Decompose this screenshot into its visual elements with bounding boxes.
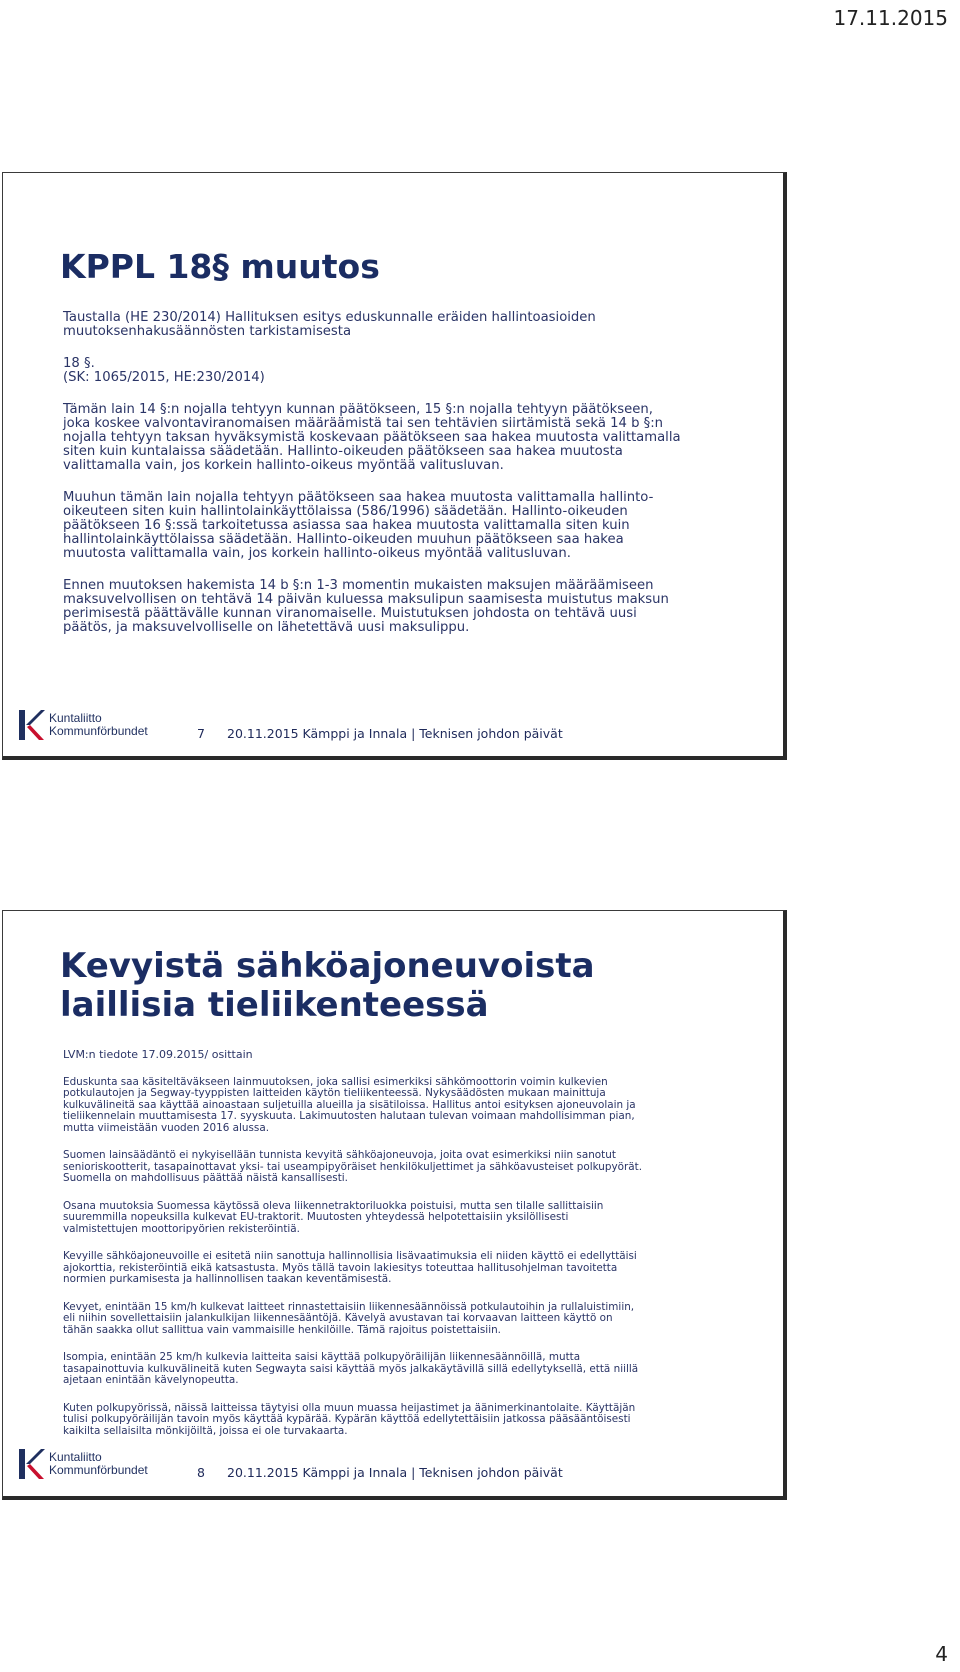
paragraph: Kevyet, enintään 15 km/h kulkevat laitteet rinnastettaisiin liikennesäännöissä potkulautoihin ja rullaluistimiin, eli niihin sovellettaisiin jalankulkijan liikennesääntöjä. Kävelyä avustavan tai korvaavan laitteen käyttö on tähän saakka ollut sallittua vain vammaisille henkilöille. Tämä rajoitus poistettaisiin. bbox=[63, 1300, 635, 1336]
paragraph: LVM:n tiedote 17.09.2015/ osittain bbox=[63, 1048, 253, 1061]
slide-7 bbox=[2, 172, 787, 760]
paragraph: Suomen lainsäädäntö ei nykyisellään tunnista kevyitä sähköajoneuvoja, joita ovat esimerkiksi niin sanotut senioriskootterit, tasapainottavat yksi- tai useampipyöräiset henkilökuljettimet ja sähköavusteiset polkupyörät. Suomella on mahdollisuus päättää näistä kansallisesti. bbox=[63, 1149, 643, 1184]
slide-number: 8 bbox=[197, 1465, 205, 1480]
paragraph: Muuhun tämän lain nojalla tehtyyn päätökseen saa hakea muutosta valittamalla hallinto- oikeuteen siten kuin hallintolainkäyttölaissa (586/1996) säädetään. Hallinto-oikeuden päätökseen 16 §:ssä tarkoitetussa asiassa saa hakea muutosta valittamalla siten kuin hallintolainkäyttölaissa säädetään. Hallinto-oikeuden muuhun päätökseen saa hakea muutosta valittamalla vain, jos korkein hallinto-oikeus myöntää valitusluvan. bbox=[63, 490, 654, 561]
footer-text: 20.11.2015 Kämppi ja Innala | Teknisen johdon päivät bbox=[227, 1465, 563, 1480]
slide-body bbox=[63, 311, 733, 635]
slide-body bbox=[63, 1049, 735, 1437]
paragraph: Taustalla (HE 230/2014) Hallituksen esitys eduskunnalle eräiden hallintoasioiden muutoksenhakusäännösten tarkistamisesta bbox=[63, 310, 596, 339]
slide-footer bbox=[197, 726, 563, 741]
kuntaliitto-logo bbox=[17, 708, 148, 742]
kuntaliitto-logo bbox=[17, 1447, 148, 1481]
slide-number: 7 bbox=[197, 726, 205, 741]
slide-8 bbox=[2, 910, 787, 1500]
kuntaliitto-logo-icon bbox=[17, 1447, 45, 1481]
kuntaliitto-logo-icon bbox=[17, 708, 45, 742]
paragraph: Kuten polkupyörissä, näissä laitteissa täytyisi olla muun muassa heijastimet ja äänimerkinantolaite. Käyttäjän tulisi polkupyöräilijän tavoin myös käyttää kypärää. Kypärän käyttöä edellytettäisiin jatkossa pääsääntöisesti kaikilta sellaisilta mönkijöiltä, joissa ei ole turvakaarta. bbox=[63, 1401, 636, 1437]
logo-line-2: Kommunförbundet bbox=[49, 1463, 148, 1477]
paragraph: Isompia, enintään 25 km/h kulkevia laitteita saisi käyttää polkupyöräilijän liikennesäännöillä, mutta tasapainottuvia kulkuvälineitä kuten Segwayta saisi käyttää myös jalkakäytävillä sillä edellytyksellä, että niillä ajetaan enintään kävelynopeutta. bbox=[63, 1351, 639, 1386]
slide-footer bbox=[197, 1465, 563, 1480]
logo-line-1: Kuntaliitto bbox=[49, 1450, 102, 1464]
page-number: 4 bbox=[935, 1642, 948, 1666]
slide-title: Kevyistä sähköajoneuvoista laillisia tieliikenteessä bbox=[60, 946, 595, 1026]
logo-line-1: Kuntaliitto bbox=[49, 711, 102, 725]
header-date: 17.11.2015 bbox=[833, 6, 948, 30]
paragraph: 18 §. (SK: 1065/2015, HE:230/2014) bbox=[63, 356, 265, 385]
paragraph: Ennen muutoksen hakemista 14 b §:n 1-3 momentin mukaisten maksujen määräämiseen maksuvelvollisen on tehtävä 14 päivän kuluessa maksulipun saamisesta muistutus maksun perimisestä päättävälle kunnan viranomaiselle. Muistutuksen johdosta on tehtävä uusi päätös, ja maksuvelvolliselle on lähetettävä uusi maksulippu. bbox=[63, 578, 669, 635]
slide-title: KPPL 18§ muutos bbox=[60, 247, 380, 286]
paragraph: Eduskunta saa käsiteltäväkseen lainmuutoksen, joka sallisi esimerkiksi sähkömoottorin voimin kulkevien potkulautojen ja Segway-tyyppisten laitteiden käytön tieliikenteessä. Nykysäädösten mukaan mainittuja kulkuvälineitä saa käyttää ainoastaan suljetuilla alueilla ja sisätiloissa. Hallitus antoi esityksen ajoneuvolain ja tieliikennelain muuttamisesta 17. syyskuuta. Lakimuutosten halutaan tulevan voimaan mahdollisimman pian, mutta viimeistään vuoden 2016 alussa. bbox=[63, 1075, 636, 1134]
logo-line-2: Kommunförbundet bbox=[49, 724, 148, 738]
paragraph: Tämän lain 14 §:n nojalla tehtyyn kunnan päätökseen, 15 §:n nojalla tehtyyn päätökseen, joka koskee valvontaviranomaisen määräämistä tai sen tehtävien siirtämistä sekä 14 b §:n nojalla tehtyyn taksan hyväksymistä koskevaan päätökseen saa hakea muutosta valittamalla siten kuin kuntalaissa säädetään. Hallinto-oikeuden päätökseen saa hakea muutosta valittamalla vain, jos korkein hallinto-oikeus myöntää valitusluvan. bbox=[63, 402, 681, 473]
paragraph: Osana muutoksia Suomessa käytössä oleva liikennetraktoriluokka poistuisi, mutta sen tilalle sallittaisiin suuremmilla nopeuksilla kulkevat EU-traktorit. Muutosten yhteydessä helpotettaisiin yksilöllisesti valmistettujen moottoripyörien rekisteröintiä. bbox=[63, 1199, 604, 1235]
footer-text: 20.11.2015 Kämppi ja Innala | Teknisen johdon päivät bbox=[227, 726, 563, 741]
paragraph: Kevyille sähköajoneuvoille ei esitetä niin sanottuja hallinnollisia lisävaatimuksia eli niiden käyttö ei edellyttäisi ajokorttia, rekisteröintiä eikä katsastusta. Myös tällä tavoin lakiesitys toteuttaa hallitusohjelman tavoitetta normien purkamisesta ja hallinnollisen taakan keventämisestä. bbox=[63, 1250, 637, 1285]
